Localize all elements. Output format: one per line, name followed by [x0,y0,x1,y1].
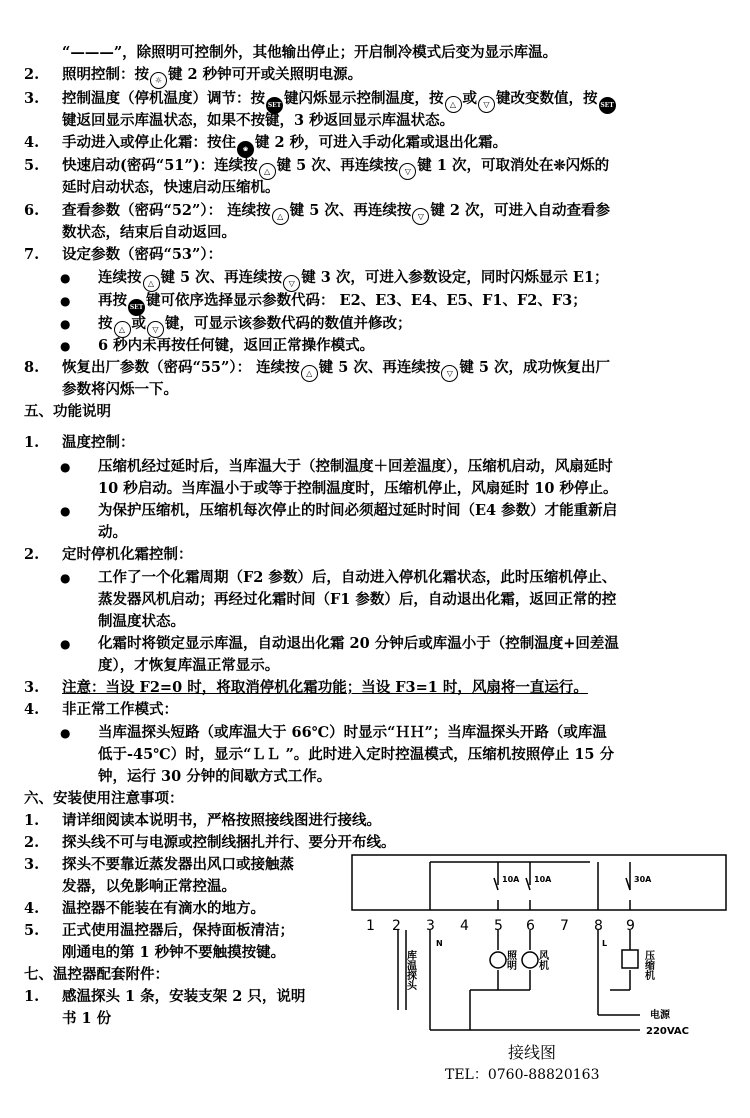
set-key-icon: SET [128,299,145,316]
item-number: 6. [24,202,40,219]
bullet-icon: ● [60,637,71,651]
item-number: 3. [24,856,40,873]
section-heading: 六、安装使用注意事项： [24,790,184,807]
bullet-icon: ● [60,339,71,353]
diagram-caption: 接线图 [508,1043,557,1062]
text-line: 当库温探头短路（或库温大于 66℃）时显示“ＨＨ”；当库温探头开路（或库温 [98,724,607,741]
terminal-label: 6 [526,918,535,934]
item-number: 3. [24,90,40,107]
section-heading: 五、功能说明 [24,403,111,420]
text-line: 发器，以免影响正常控温。 [62,878,236,895]
text-line: 压缩机经过延时后，当库温大于（控制温度＋回差温度），压缩机启动，风扇延时 [98,458,613,475]
terminal-label: 8 [594,918,603,934]
text-line: 化霜时将锁定显示库温，自动退出化霜 20 分钟后或库温小于（控制温度+回差温 [98,635,619,652]
text-line: 再按 SET 键可依序选择显示参数代码： E2、E3、E4、E5、F1、F2、F3； [98,291,587,316]
text-line: 数状态，结束后自动返回。 [62,224,236,241]
bullet-icon: ● [60,460,71,474]
item-number: 1. [24,988,40,1005]
item-number: 4. [24,134,40,151]
relay-rating: 10A [502,875,520,884]
text-line: 温控器不能装在有滴水的地方。 [62,900,265,917]
text-line: 注意：当设 F2=0 时，将取消停机化霜功能；当设 F3=1 时，风扇将一直运行。 [62,679,588,696]
section-heading: 七、温控器配套附件： [24,966,169,983]
set-key-icon: SET [266,97,283,114]
terminal-label: 1 [366,918,375,934]
bullet-icon: ● [60,726,71,740]
text-line: 延时启动状态，快速启动压缩机。 [62,179,280,196]
text-line: 非正常工作模式： [62,701,178,718]
text-line: 设定参数（密码“53”）： [62,246,223,263]
terminal-label: 7 [560,918,569,934]
light-label: 照明 [504,950,516,970]
text-line: 工作了一个化霜周期（F2 参数）后，自动进入停机化霜状态，此时压缩机停止、 [98,569,617,586]
up-key-icon: △ [259,163,276,180]
relay-rating: 10A [534,875,552,884]
text-line: 为保护压缩机，压缩机每次停止的时间必须超过延时时间（E4 参数）才能重新启 [98,502,618,519]
compressor-label: 压缩机 [642,950,654,980]
text-line: 快速启动(密码“51”)：连续按 △ 键 5 次、再连续按 ▽ 键 1 次，可取消处在❊闪烁的 [62,156,609,180]
wiring-diagram [350,850,730,1050]
text-line: 恢复出厂参数（密码“55”）： 连续按 △ 键 5 次、再连续按 ▽ 键 5 次，成功恢复出厂 [62,358,610,382]
item-number: 7. [24,246,40,263]
text-line: 探头线不可与电源或控制线捆扎并行、要分开布线。 [62,834,396,851]
text-line: 键返回显示库温状态，如果不按键，3 秒返回显示库温状态。 [62,112,455,129]
down-key-icon: ▽ [441,365,458,382]
text-line: 请详细阅读本说明书，严格按照接线图进行接线。 [62,812,381,829]
defrost-key-icon: ❀ [237,141,254,158]
bullet-icon: ● [60,571,71,585]
up-key-icon: △ [272,208,289,225]
item-number: 3. [24,679,40,696]
text-line: 制温度状态。 [98,613,185,630]
down-key-icon: ▽ [283,275,300,292]
set-key-icon: SET [599,97,616,114]
probe-label: 库温探头 [404,950,416,990]
compressor-icon [622,950,638,968]
up-key-icon: △ [301,365,318,382]
item-number: 5. [24,922,40,939]
item-number: 2. [24,546,40,563]
up-key-icon: △ [445,96,462,113]
item-number: 2. [24,66,40,83]
text-line: 蒸发器风机启动；再经过化霜时间（F1 参数）后，自动退出化霜，返回正常的控 [98,591,617,608]
down-key-icon: ▽ [412,208,429,225]
down-key-icon: ▽ [147,321,164,338]
item-number: 4. [24,900,40,917]
bullet-icon: ● [60,294,71,308]
power-label: 电源 [650,1010,670,1021]
up-key-icon: △ [143,275,160,292]
text-line: 查看参数（密码“52”）： 连续按 △ 键 5 次、再连续按 ▽ 键 2 次，可进入自动查看参 [62,201,610,225]
text-line: 6 秒内未再按任何键，返回正常操作模式。 [98,337,375,354]
item-number: 2. [24,834,40,851]
text-line: 定时停机化霜控制： [62,546,193,563]
text-line: 连续按 △ 键 5 次、再连续按 ▽ 键 3 次，可进入参数设定，同时闪烁显示 E1； [98,268,609,292]
bullet-icon: ● [60,317,71,331]
snowflake-icon: ❊ [553,157,566,174]
text-line: 感温探头 1 条，安装支架 2 只，说明 [62,988,306,1005]
terminal-label: 3 [426,918,435,934]
fan-label: 风机 [536,950,548,970]
up-key-icon: △ [114,321,131,338]
bullet-icon: ● [60,504,71,518]
text-line: 度），才恢复库温正常显示。 [98,657,280,674]
text-line: “———”，除照明可控制外，其他输出停止；开启制冷模式后变为显示库温。 [62,44,558,61]
down-key-icon: ▽ [399,163,416,180]
voltage-label: 220VAC [646,1026,690,1037]
down-key-icon: ▽ [478,96,495,113]
terminal-label: 4 [460,918,469,934]
item-number: 1. [24,812,40,829]
text-line: 钟，运行 30 分钟的间歇方式工作。 [98,768,332,785]
terminal-label: 9 [626,918,635,934]
text-line: 刚通电的第 1 秒钟不要触摸按键。 [62,944,286,961]
neutral-label: N [436,939,443,948]
item-number: 4. [24,701,40,718]
relay-rating: 30A [634,875,652,884]
item-number: 5. [24,157,40,174]
bullet-icon: ● [60,271,71,285]
text-line: 书 1 份 [62,1010,112,1027]
text-line: 探头不要靠近蒸发器出风口或接触蒸 [62,856,294,873]
live-label: L [602,939,608,948]
text-line: 温度控制： [62,434,135,451]
terminal-label: 5 [494,918,503,934]
telephone: TEL：0760-88820163 [445,1067,600,1083]
light-key-icon: ☼ [150,72,167,89]
text-line: 动。 [98,524,127,541]
text-line: 参数将闪烁一下。 [62,381,178,398]
text-line: 控制温度（停机温度）调节：按 SET 键闪烁显示控制温度，按 △ 或 ▽ 键改变数值，按 SET [62,89,617,114]
text-line: 10 秒启动。当库温小于或等于控制温度时，压缩机停止，风扇延时 10 秒停止。 [98,480,618,497]
item-number: 1. [24,434,40,451]
item-number: 8. [24,359,40,376]
text-line: 正式使用温控器后，保持面板清洁； [62,922,294,939]
terminal-label: 2 [392,918,401,934]
text-line: 手动进入或停止化霜：按住 ❀ 键 2 秒，可进入手动化霜或退出化霜。 [62,133,507,158]
text-line: 按 △ 或 ▽ 键，可显示该参数代码的数值并修改； [98,314,412,338]
text-line: 低于-45℃）时，显示“ＬＬ ”。此时进入定时控温模式，压缩机按照停止 15 分 [98,746,615,763]
text-line: 照明控制：按 ☼ 键 2 秒钟可开或关照明电源。 [62,65,362,89]
